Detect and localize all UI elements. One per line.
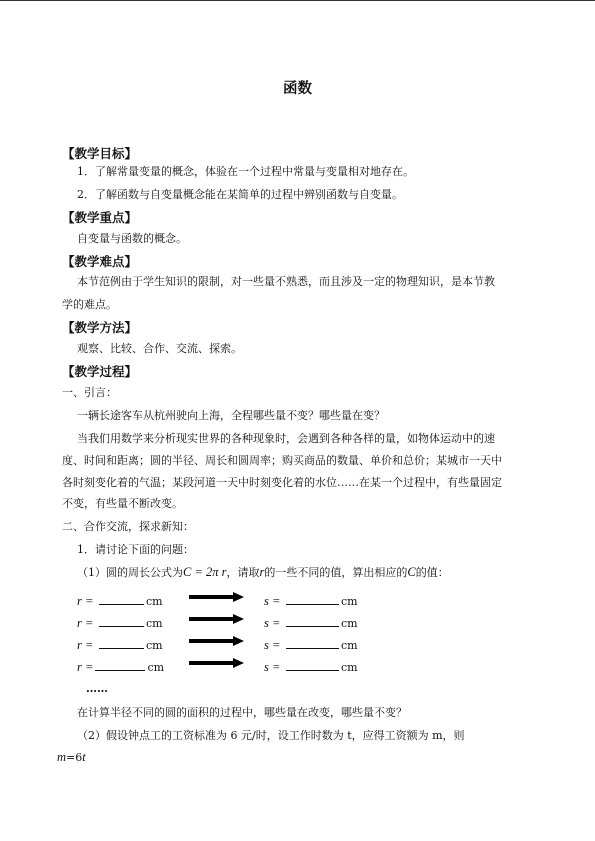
- row-left-var: r =: [77, 660, 94, 674]
- arrow-icon: [189, 658, 244, 668]
- row-left-var: r =: [77, 616, 94, 630]
- row-left-unit: cm: [145, 595, 163, 608]
- arrow-icon: [189, 636, 244, 646]
- q1-suffix: 的值：: [415, 566, 449, 579]
- row-right-var: s =: [264, 616, 281, 630]
- intro-question: 一辆长途客车从杭州驶向上海，全程哪些量不变？哪些量在变？: [77, 409, 385, 422]
- goal-item-1: 1．了解常量变量的概念，体验在一个过程中常量与变量相对地存在。: [77, 165, 414, 178]
- row-left-var: r =: [77, 638, 94, 652]
- difficulties-heading: 【教学难点】: [62, 254, 138, 269]
- discuss-prompt: 1．请讨论下面的问题：: [77, 543, 194, 556]
- row-right-unit: cm: [340, 617, 358, 630]
- arrow-icon: [189, 614, 244, 624]
- q1-var-c: C: [407, 565, 416, 579]
- radius-row-1: [77, 594, 163, 609]
- radius-blank[interactable]: [99, 638, 144, 649]
- row-right-unit: cm: [340, 639, 358, 652]
- page-top-rule: [0, 0, 595, 1]
- row-left-var: r =: [77, 594, 94, 608]
- goal-item-2: 2．了解函数与自变量概念能在某简单的过程中辨别函数与自变量。: [77, 188, 403, 201]
- row-left-unit: cm: [145, 617, 163, 630]
- area-blank[interactable]: [286, 616, 339, 627]
- q1-prefix: （1）圆的周长公式为: [77, 566, 183, 579]
- row-right-unit: cm: [340, 661, 358, 674]
- part2-heading: 二、合作交流，探求新知：: [62, 520, 194, 533]
- wage-formula: [57, 750, 86, 765]
- wage-formula-t: t: [82, 750, 86, 764]
- area-row-3: [264, 638, 358, 653]
- intro-para-line-1: 当我们用数学来分析现实世界的各种现象时，会遇到各种各样的量，如物体运动中的速: [77, 432, 495, 445]
- question-2: （2）假设钟点工的工资标准为 6 元/时，设工作时数为 t，应得工资额为 m，则: [77, 729, 465, 742]
- question-1: [77, 565, 449, 580]
- arrow-icon: [189, 592, 244, 602]
- goals-heading: 【教学目标】: [62, 146, 138, 161]
- intro-para-line-2: 度、时间和距离；圆的半径、周长和圆周率；购买商品的数量、单价和总价；某城市一天中: [62, 454, 502, 467]
- area-row-2: [264, 616, 358, 631]
- intro-para-line-4: 不变，有些量不断改变。: [62, 497, 183, 510]
- process-heading: 【教学过程】: [62, 364, 138, 379]
- radius-blank[interactable]: [95, 660, 145, 671]
- wage-formula-m: m: [57, 750, 67, 764]
- q1-formula: C = 2π r: [183, 565, 227, 579]
- radius-row-2: [77, 616, 163, 631]
- radius-blank[interactable]: [99, 616, 144, 627]
- methods-text: 观察、比较、合作、交流、探索。: [77, 342, 242, 355]
- area-blank[interactable]: [286, 638, 339, 649]
- row-right-var: s =: [264, 594, 281, 608]
- area-blank[interactable]: [286, 660, 339, 671]
- radius-row-4: [77, 660, 164, 675]
- intro-para-line-3: 各时刻变化着的气温；某段河道一天中时刻变化着的水位……在某一个过程中，有些量固定: [62, 476, 502, 489]
- question-after-rows: 在计算半径不同的圆的面积的过程中，哪些量在改变，哪些量不变？: [77, 706, 407, 719]
- row-left-unit: cm: [147, 661, 165, 674]
- methods-heading: 【教学方法】: [62, 320, 138, 335]
- row-right-var: s =: [264, 638, 281, 652]
- key-points-text: 自变量与函数的概念。: [77, 232, 187, 245]
- key-points-heading: 【教学重点】: [62, 210, 138, 225]
- row-right-unit: cm: [340, 595, 358, 608]
- q1-mid: ，请取: [226, 566, 260, 579]
- row-right-var: s =: [264, 660, 281, 674]
- area-blank[interactable]: [286, 594, 339, 605]
- ellipsis: ……: [86, 682, 108, 695]
- q1-mid2: 的一些不同的值，算出相应的: [264, 566, 408, 579]
- row-left-unit: cm: [145, 639, 163, 652]
- intro-heading: 一、引言：: [62, 386, 117, 399]
- difficulties-line-2: 学的难点。: [62, 298, 117, 311]
- wage-formula-rest: =6: [66, 751, 83, 764]
- area-row-4: [264, 660, 358, 675]
- q1-var-r: r: [259, 565, 265, 579]
- radius-row-3: [77, 638, 163, 653]
- difficulties-line-1: 本节范例由于学生知识的限制，对一些量不熟悉，而且涉及一定的物理知识，是本节教: [77, 275, 495, 288]
- radius-blank[interactable]: [99, 594, 144, 605]
- area-row-1: [264, 594, 358, 609]
- page-title: 函数: [283, 80, 312, 97]
